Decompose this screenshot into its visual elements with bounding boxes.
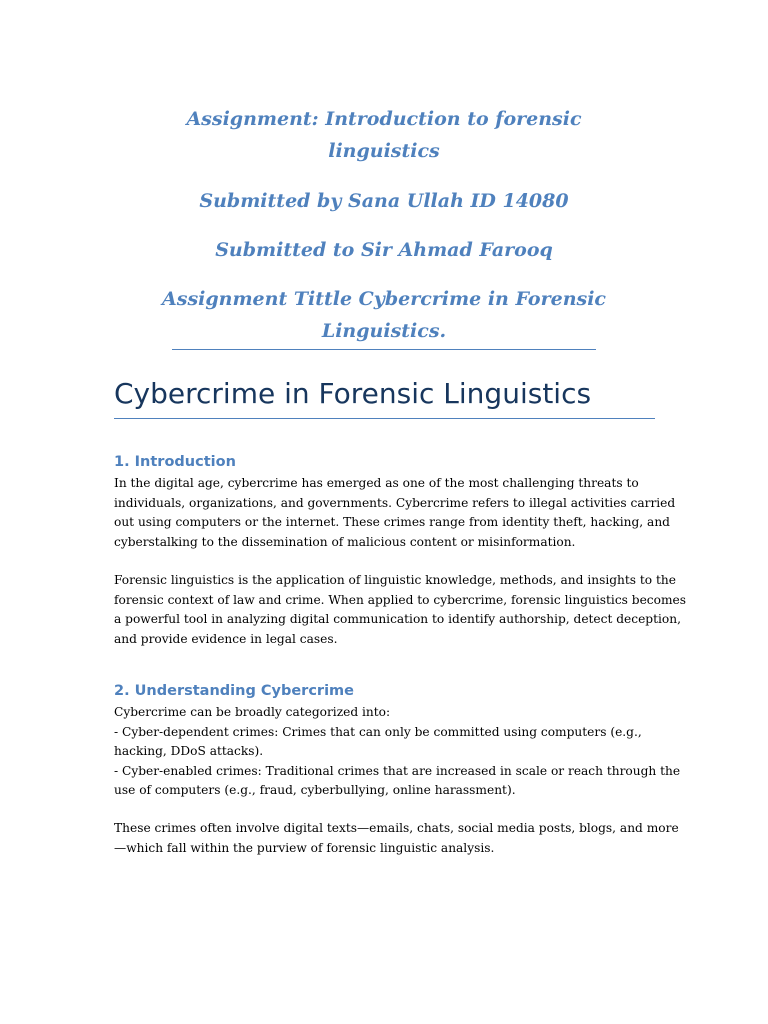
cover-divider	[172, 349, 596, 350]
text-line: —which fall within the purview of forensic linguistic analysis.	[114, 840, 495, 855]
paragraph-intro-2	[114, 571, 686, 649]
cover-assignment-line-1: Assignment: Introduction to forensic	[186, 108, 582, 130]
paragraph-cybercrime-categories	[114, 703, 681, 801]
text-line: cyberstalking to the dissemination of malicious content or misinformation.	[114, 534, 576, 549]
text-line: - Cyber-enabled crimes: Traditional crimes that are increased in scale or reach through the	[114, 763, 681, 778]
text-line: individuals, organizations, and governments. Cybercrime refers to illegal activities carried	[114, 495, 676, 510]
paragraph-intro-1	[114, 474, 676, 552]
text-line: These crimes often involve digital texts—emails, chats, social media posts, blogs, and more	[114, 821, 679, 835]
cover-tittle-line-2: Linguistics.	[321, 320, 447, 342]
title-divider	[114, 418, 655, 419]
section-heading-understanding-cybercrime: 2. Understanding Cybercrime	[114, 683, 354, 699]
text-line: use of computers (e.g., fraud, cyberbullying, online harassment).	[114, 783, 516, 797]
section-heading-introduction: 1. Introduction	[114, 454, 236, 470]
text-line: Forensic linguistics is the application of linguistic knowledge, methods, and insights to the	[114, 573, 676, 587]
cover-assignment-heading	[150, 103, 618, 167]
paragraph-digital-texts	[114, 819, 679, 858]
cover-submitted-by: Submitted by Sana Ullah ID 14080	[199, 190, 569, 212]
text-line: and provide evidence in legal cases.	[114, 631, 338, 646]
cover-tittle-line-1: Assignment Tittle Cybercrime in Forensic	[162, 288, 606, 310]
text-line: In the digital age, cybercrime has emerged as one of the most challenging threats to	[114, 476, 639, 490]
cover-assignment-line-2: linguistics	[328, 140, 440, 162]
cover-assignment-tittle	[150, 283, 618, 347]
text-line: hacking, DDoS attacks).	[114, 744, 264, 758]
text-line: a powerful tool in analyzing digital communication to identify authorship, detect deception,	[114, 612, 681, 626]
cover-submitted-to: Submitted to Sir Ahmad Farooq	[215, 239, 553, 261]
text-line: Cybercrime can be broadly categorized into:	[114, 705, 391, 719]
text-line: - Cyber-dependent crimes: Crimes that can only be committed using computers (e.g.,	[114, 724, 642, 739]
text-line: out using computers or the internet. These crimes range from identity theft, hacking, and	[114, 515, 670, 529]
text-line: forensic context of law and crime. When applied to cybercrime, forensic linguistics becomes	[114, 592, 686, 607]
document-title: Cybercrime in Forensic Linguistics	[114, 377, 592, 410]
